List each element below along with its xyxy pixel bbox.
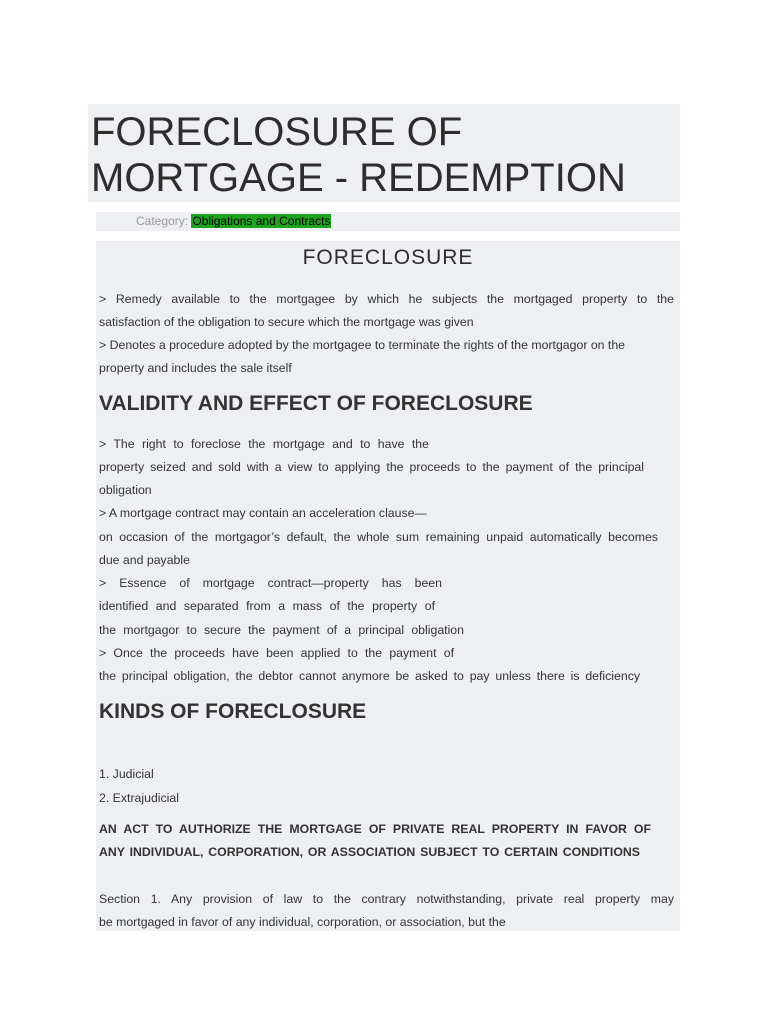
validity-line: obligation (99, 483, 152, 497)
intro-line: property and includes the sale itself (99, 361, 292, 375)
category-label: Category: (136, 214, 189, 228)
category-line (136, 214, 331, 229)
validity-line: > Once the proceeds have been applied to the payment of (99, 646, 454, 660)
act-title-line: ANY INDIVIDUAL, CORPORATION, OR ASSOCIATION SUBJECT TO CERTAIN CONDITIONS (99, 845, 640, 859)
page-title-line-2: MORTGAGE - REDEMPTION (91, 156, 626, 200)
category-link[interactable]: Obligations and Contracts (192, 214, 331, 228)
validity-line: > Essence of mortgage contract—property has been (99, 576, 442, 590)
validity-line: the principal obligation, the debtor cannot anymore be asked to pay unless there is deficiency (99, 669, 640, 683)
list-item: 2. Extrajudicial (99, 791, 179, 805)
validity-line: due and payable (99, 553, 190, 567)
validity-line: identified and separated from a mass of the property of (99, 599, 435, 613)
page-title (91, 109, 671, 201)
validity-line: property seized and sold with a view to applying the proceeds to the payment of the principal (99, 460, 644, 474)
heading-validity: VALIDITY AND EFFECT OF FORECLOSURE (99, 392, 533, 415)
article-body (96, 241, 680, 931)
category-bar (96, 212, 680, 231)
section-line: be mortgaged in favor of any individual, corporation, or association, but the (99, 915, 506, 929)
page-title-line-1: FORECLOSURE OF (91, 110, 463, 154)
intro-line: satisfaction of the obligation to secure which the mortgage was given (99, 315, 474, 329)
intro-line: > Remedy available to the mortgagee by which he subjects the mortgaged property to the (99, 292, 674, 306)
heading-kinds: KINDS OF FORECLOSURE (99, 700, 367, 723)
heading-foreclosure: FORECLOSURE (302, 246, 474, 269)
intro-line: > Denotes a procedure adopted by the mortgagee to terminate the rights of the mortgagor on the (99, 338, 626, 352)
title-block (88, 104, 680, 202)
validity-line: > A mortgage contract may contain an acceleration clause— (99, 506, 427, 520)
validity-line: > The right to foreclose the mortgage and to have the (99, 437, 429, 451)
act-title-line: AN ACT TO AUTHORIZE THE MORTGAGE OF PRIVATE REAL PROPERTY IN FAVOR OF (99, 822, 651, 836)
validity-line: the mortgagor to secure the payment of a principal obligation (99, 623, 464, 637)
list-item: 1. Judicial (99, 767, 154, 781)
validity-line: on occasion of the mortgagor’s default, the whole sum remaining unpaid automatically becomes (99, 530, 658, 544)
section-line: Section 1. Any provision of law to the contrary notwithstanding, private real property may (99, 892, 674, 906)
